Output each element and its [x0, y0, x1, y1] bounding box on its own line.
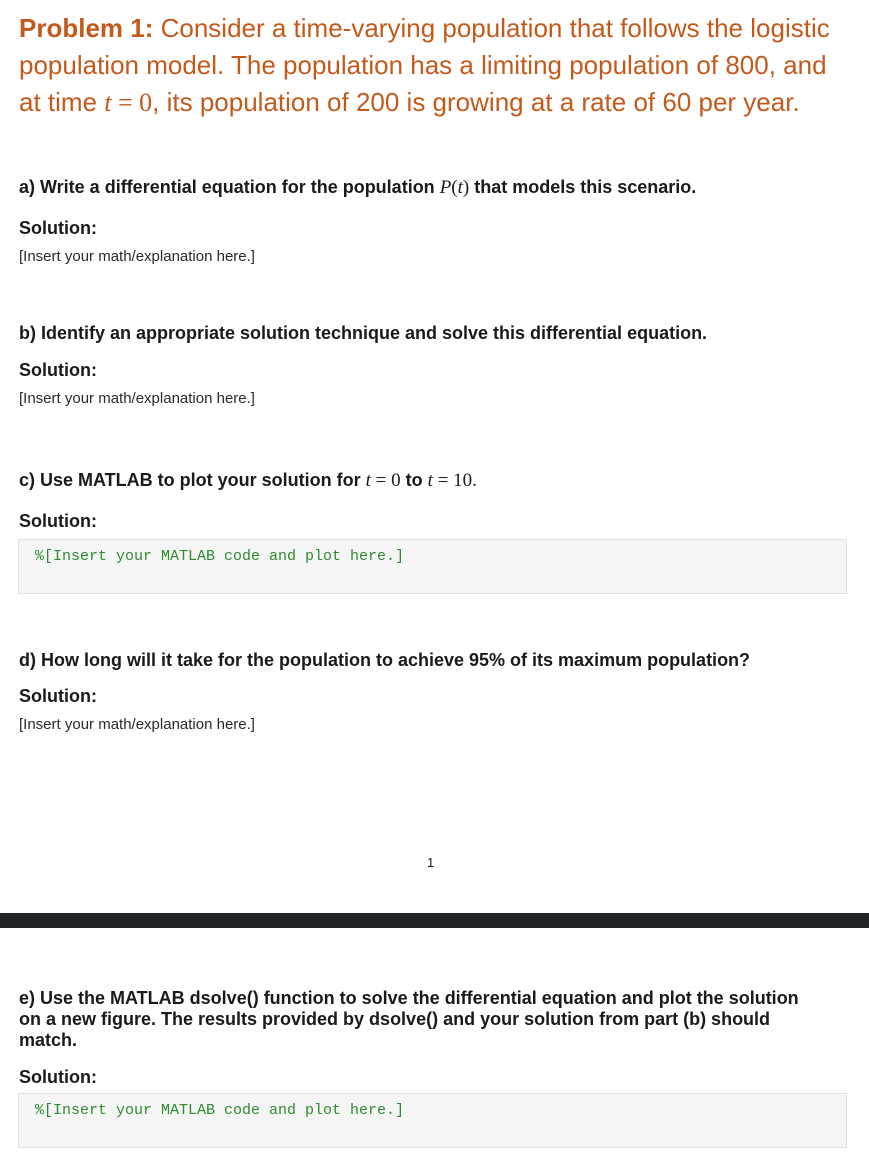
part-b-solution-label: Solution:	[19, 360, 97, 380]
part-e-solution-label: Solution:	[19, 1067, 97, 1087]
problem-statement	[19, 10, 849, 121]
part-d-question: d) How long will it take for the population to achieve 95% of its maximum population?	[19, 650, 751, 670]
page-number: 1	[427, 855, 435, 870]
part-b-answer-field[interactable]: [Insert your math/explanation here.]	[19, 390, 255, 407]
part-c-solution-label: Solution:	[19, 511, 97, 531]
page-break-divider	[0, 913, 869, 928]
t-end-math: t = 10.	[427, 470, 477, 491]
part-a-solution-label: Solution:	[19, 218, 97, 238]
part-e-code-cell[interactable]	[18, 1093, 847, 1148]
part-c-code-cell[interactable]	[18, 539, 847, 594]
part-d-answer-field[interactable]: [Insert your math/explanation here.]	[19, 716, 255, 733]
time-variable-math: t = 0	[104, 88, 153, 117]
part-d-solution-label: Solution:	[19, 686, 97, 706]
part-e-question: e) Use the MATLAB dsolve() function to solve the differential equation and plot the solution on a new figure. The results provided by dsolve() and your solution from part (b) should match.	[19, 988, 799, 1050]
part-a-answer-field[interactable]: [Insert your math/explanation here.]	[19, 248, 255, 265]
part-a-question: a) Write a differential equation for the population P(t) that models this scenario.	[19, 177, 697, 198]
problem-rest: , its population of 200 is growing at a rate of 60 per year.	[152, 87, 800, 117]
problem-intro: Consider a time-varying population that follows the logistic population model. The population has a limiting population of 800, and at time	[19, 13, 830, 117]
part-c-question: c) Use MATLAB to plot your solution for t = 0 to t = 10.	[19, 470, 477, 491]
population-function-math: P(t)	[439, 177, 470, 198]
part-e-code-text: %[Insert your MATLAB code and plot here.]	[35, 1102, 405, 1119]
problem-number: Problem 1:	[19, 13, 154, 43]
part-b-question: b) Identify an appropriate solution technique and solve this differential equation.	[19, 323, 708, 343]
part-c-code-text: %[Insert your MATLAB code and plot here.]	[35, 548, 405, 565]
t-start-math: t = 0	[365, 470, 401, 491]
